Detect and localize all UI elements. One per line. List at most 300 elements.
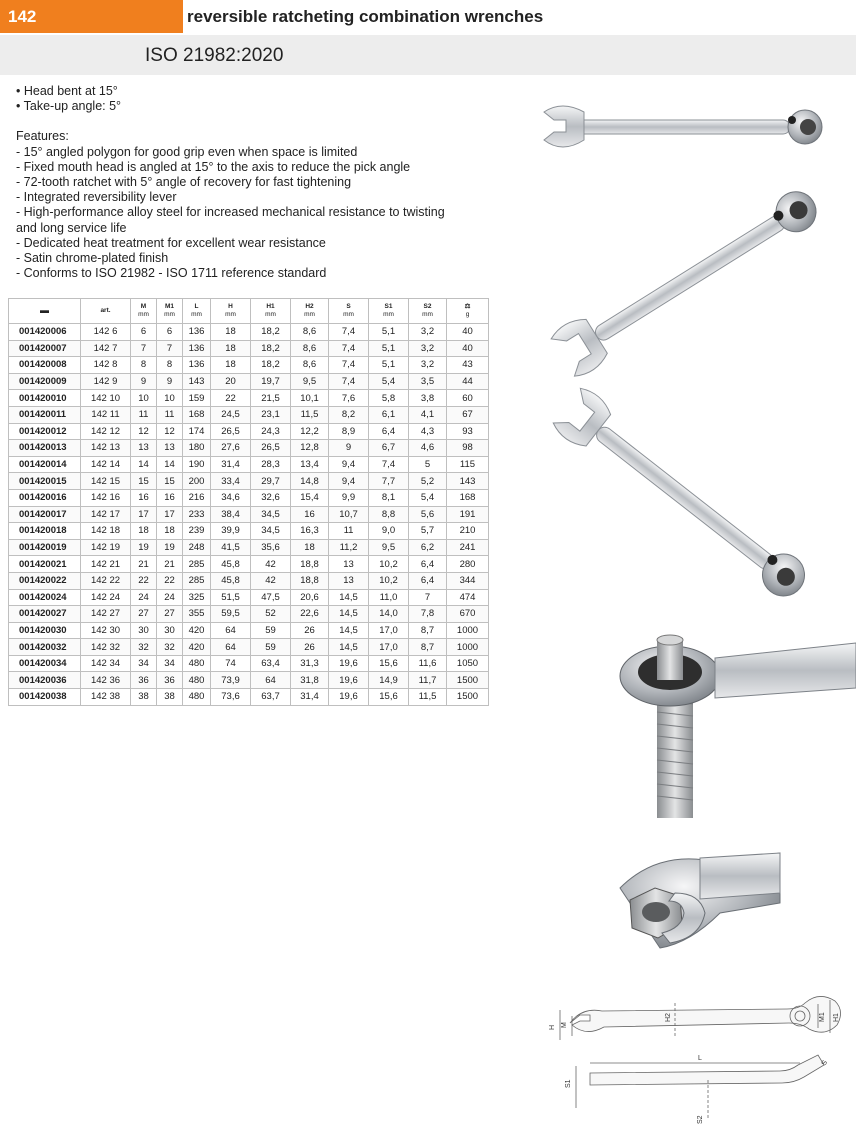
article-code: 001420016 [9, 489, 81, 506]
table-cell: 64 [251, 672, 291, 689]
table-cell: 5,4 [409, 489, 447, 506]
column-header [131, 299, 157, 324]
table-cell: 10,2 [369, 572, 409, 589]
table-cell: 17 [131, 506, 157, 523]
spec-table [8, 298, 489, 706]
table-cell: 52 [251, 606, 291, 623]
table-cell: 7,4 [329, 357, 369, 374]
table-cell: 34 [157, 655, 183, 672]
table-cell: 31,3 [291, 655, 329, 672]
column-header-name: ⚖ [464, 303, 471, 310]
table-cell: 13 [329, 572, 369, 589]
table-cell: 73,6 [211, 689, 251, 706]
table-cell: 12 [157, 423, 183, 440]
article-code: 001420034 [9, 655, 81, 672]
table-row [9, 655, 489, 672]
table-cell: 1000 [447, 622, 489, 639]
article-code: 001420015 [9, 473, 81, 490]
table-cell: 9,4 [329, 456, 369, 473]
table-row [9, 390, 489, 407]
table-cell: 480 [183, 689, 211, 706]
column-header-name: M [140, 303, 147, 310]
table-cell: 248 [183, 539, 211, 556]
table-cell: 14,8 [291, 473, 329, 490]
table-cell: 7,6 [329, 390, 369, 407]
column-header [329, 299, 369, 324]
table-cell: 8,8 [369, 506, 409, 523]
column-header-unit: mm [138, 311, 149, 318]
table-cell: 17,0 [369, 622, 409, 639]
column-header [409, 299, 447, 324]
column-header-name: H [228, 303, 233, 310]
table-cell: 27 [157, 606, 183, 623]
table-cell: 38 [157, 689, 183, 706]
feature-item: and long service life [16, 220, 127, 235]
table-cell: 3,5 [409, 373, 447, 390]
table-cell: 11 [131, 406, 157, 423]
table-cell: 18,2 [251, 340, 291, 357]
dim-label-h1: H1 [833, 1013, 840, 1022]
feature-item: - 15° angled polygon for good grip even when space is limited [16, 144, 358, 159]
table-cell: 6,4 [369, 423, 409, 440]
table-cell: 6 [157, 324, 183, 341]
table-cell: 142 13 [81, 440, 131, 457]
column-header [369, 299, 409, 324]
table-cell: 210 [447, 523, 489, 540]
table-cell: 285 [183, 572, 211, 589]
table-cell: 11,7 [409, 672, 447, 689]
table-cell: 190 [183, 456, 211, 473]
table-row [9, 639, 489, 656]
article-code: 001420024 [9, 589, 81, 606]
table-cell: 10,1 [291, 390, 329, 407]
column-header-name: art. [100, 307, 111, 314]
table-cell: 63,4 [251, 655, 291, 672]
table-cell: 142 15 [81, 473, 131, 490]
feature-item: - Satin chrome-plated finish [16, 251, 169, 266]
table-cell: 18 [211, 357, 251, 374]
article-code: 001420038 [9, 689, 81, 706]
table-cell: 142 10 [81, 390, 131, 407]
table-cell: 9,5 [291, 373, 329, 390]
table-cell: 64 [211, 622, 251, 639]
table-cell: 8 [157, 357, 183, 374]
table-row [9, 689, 489, 706]
table-cell: 142 12 [81, 423, 131, 440]
table-cell: 191 [447, 506, 489, 523]
table-cell: 355 [183, 606, 211, 623]
table-cell: 23,1 [251, 406, 291, 423]
column-header-name: S [346, 303, 351, 310]
article-code: 001420008 [9, 357, 81, 374]
table-cell: 474 [447, 589, 489, 606]
article-code: 001420013 [9, 440, 81, 457]
table-cell: 7,4 [329, 373, 369, 390]
column-header-name: H2 [305, 303, 314, 310]
table-cell: 4,6 [409, 440, 447, 457]
table-cell: 480 [183, 672, 211, 689]
article-code: 001420022 [9, 572, 81, 589]
table-cell: 142 36 [81, 672, 131, 689]
table-cell: 64 [211, 639, 251, 656]
table-cell: 20 [211, 373, 251, 390]
table-header-row [9, 299, 489, 324]
table-cell: 38 [131, 689, 157, 706]
table-cell: 29,7 [251, 473, 291, 490]
table-cell: 16 [157, 489, 183, 506]
table-cell: 40 [447, 324, 489, 341]
column-header-unit: mm [164, 311, 175, 318]
table-cell: 59 [251, 639, 291, 656]
table-cell: 15 [131, 473, 157, 490]
table-cell: 27 [131, 606, 157, 623]
table-cell: 7 [157, 340, 183, 357]
table-cell: 136 [183, 357, 211, 374]
table-cell: 142 19 [81, 539, 131, 556]
table-cell: 5,1 [369, 357, 409, 374]
table-cell: 11,5 [409, 689, 447, 706]
table-cell: 18,8 [291, 572, 329, 589]
table-cell: 7 [409, 589, 447, 606]
table-cell: 45,8 [211, 556, 251, 573]
table-cell: 6,4 [409, 556, 447, 573]
open-end-closeup-photo [620, 853, 780, 948]
table-cell: 31,4 [291, 689, 329, 706]
table-cell: 21 [157, 556, 183, 573]
table-cell: 93 [447, 423, 489, 440]
standard-label: ISO 21982:2020 [145, 45, 284, 66]
table-cell: 7,4 [369, 456, 409, 473]
article-code: 001420006 [9, 324, 81, 341]
article-code: 001420009 [9, 373, 81, 390]
table-row [9, 456, 489, 473]
table-cell: 27,6 [211, 440, 251, 457]
table-row [9, 357, 489, 374]
table-cell: 11,6 [409, 655, 447, 672]
table-cell: 142 6 [81, 324, 131, 341]
article-code: 001420019 [9, 539, 81, 556]
table-row [9, 324, 489, 341]
table-cell: 142 34 [81, 655, 131, 672]
table-cell: 38,4 [211, 506, 251, 523]
table-cell: 420 [183, 639, 211, 656]
table-cell: 18 [211, 340, 251, 357]
table-cell: 19 [131, 539, 157, 556]
table-cell: 45,8 [211, 572, 251, 589]
table-cell: 13 [131, 440, 157, 457]
table-cell: 4,1 [409, 406, 447, 423]
table-cell: 239 [183, 523, 211, 540]
table-cell: 10,2 [369, 556, 409, 573]
table-cell: 9 [157, 373, 183, 390]
table-cell: 18 [211, 324, 251, 341]
features-heading: Features: [16, 129, 69, 144]
dim-label-m1: M1 [819, 1012, 826, 1022]
table-cell: 41,5 [211, 539, 251, 556]
table-cell: 98 [447, 440, 489, 457]
table-cell: 14 [157, 456, 183, 473]
table-cell: 73,9 [211, 672, 251, 689]
table-cell: 11 [329, 523, 369, 540]
table-cell: 17 [157, 506, 183, 523]
table-cell: 142 14 [81, 456, 131, 473]
table-cell: 143 [447, 473, 489, 490]
feature-item: - Conforms to ISO 21982 - ISO 1711 reference standard [16, 266, 327, 281]
dim-label-s: S [820, 1059, 830, 1067]
table-cell: 34,5 [251, 523, 291, 540]
table-cell: 34,5 [251, 506, 291, 523]
table-cell: 1050 [447, 655, 489, 672]
table-cell: 15 [157, 473, 183, 490]
dim-label-h: H [549, 1024, 556, 1030]
table-cell: 43 [447, 357, 489, 374]
table-row [9, 539, 489, 556]
table-cell: 1500 [447, 689, 489, 706]
table-cell: 14,5 [329, 622, 369, 639]
page-number: 142 [0, 0, 183, 33]
table-cell: 9,9 [329, 489, 369, 506]
table-cell: 63,7 [251, 689, 291, 706]
table-cell: 5,7 [409, 523, 447, 540]
table-cell: 142 30 [81, 622, 131, 639]
table-cell: 32 [157, 639, 183, 656]
table-cell: 18,2 [251, 357, 291, 374]
table-cell: 19,6 [329, 655, 369, 672]
dim-label-s2: S2 [697, 1115, 704, 1124]
article-code: 001420007 [9, 340, 81, 357]
table-cell: 34,6 [211, 489, 251, 506]
table-cell: 142 16 [81, 489, 131, 506]
table-cell: 6,7 [369, 440, 409, 457]
table-cell: 16 [131, 489, 157, 506]
table-cell: 420 [183, 622, 211, 639]
article-code: 001420030 [9, 622, 81, 639]
table-cell: 47,5 [251, 589, 291, 606]
table-cell: 7,7 [369, 473, 409, 490]
column-header-unit: mm [225, 311, 236, 318]
table-cell: 142 22 [81, 572, 131, 589]
column-header [211, 299, 251, 324]
dim-label-m: M [561, 1022, 568, 1028]
table-cell: 285 [183, 556, 211, 573]
feature-item: - High-performance alloy steel for increased mechanical resistance to twisting [16, 205, 445, 220]
table-cell: 14 [131, 456, 157, 473]
table-cell: 36 [157, 672, 183, 689]
table-cell: 142 21 [81, 556, 131, 573]
table-cell: 9,4 [329, 473, 369, 490]
table-cell: 32,6 [251, 489, 291, 506]
table-cell: 7 [131, 340, 157, 357]
table-cell: 26 [291, 622, 329, 639]
table-cell: 7,8 [409, 606, 447, 623]
table-cell: 24,5 [211, 406, 251, 423]
table-cell: 8 [131, 357, 157, 374]
table-cell: 40 [447, 340, 489, 357]
table-cell: 3,2 [409, 357, 447, 374]
article-code: 001420014 [9, 456, 81, 473]
dim-label-h2: H2 [665, 1013, 672, 1022]
table-cell: 11 [157, 406, 183, 423]
table-cell: 136 [183, 340, 211, 357]
table-row [9, 406, 489, 423]
table-cell: 24 [131, 589, 157, 606]
table-cell: 19,6 [329, 689, 369, 706]
table-cell: 15,6 [369, 689, 409, 706]
table-cell: 180 [183, 440, 211, 457]
table-row [9, 672, 489, 689]
table-cell: 480 [183, 655, 211, 672]
dim-label-s1: S1 [565, 1079, 572, 1088]
table-cell: 13 [329, 556, 369, 573]
table-row [9, 572, 489, 589]
column-header-unit: mm [383, 311, 394, 318]
table-row [9, 523, 489, 540]
table-cell: 60 [447, 390, 489, 407]
table-cell: 24 [157, 589, 183, 606]
table-cell: 1000 [447, 639, 489, 656]
table-cell: 9,5 [369, 539, 409, 556]
article-code: 001420010 [9, 390, 81, 407]
dim-label-l: L [698, 1055, 702, 1062]
wrench-icon: ▬ [40, 305, 49, 315]
table-cell: 6,4 [409, 572, 447, 589]
article-code: 001420017 [9, 506, 81, 523]
table-cell: 5,1 [369, 340, 409, 357]
table-cell: 8,2 [329, 406, 369, 423]
table-cell: 233 [183, 506, 211, 523]
article-code: 001420011 [9, 406, 81, 423]
table-cell: 8,6 [291, 324, 329, 341]
table-cell: 8,6 [291, 340, 329, 357]
code-header-icon [9, 299, 81, 324]
table-cell: 31,8 [291, 672, 329, 689]
table-cell: 22,6 [291, 606, 329, 623]
table-cell: 18 [291, 539, 329, 556]
table-cell: 22 [157, 572, 183, 589]
table-cell: 19 [157, 539, 183, 556]
table-cell: 3,8 [409, 390, 447, 407]
table-cell: 13 [157, 440, 183, 457]
table-cell: 5 [409, 456, 447, 473]
table-cell: 200 [183, 473, 211, 490]
table-cell: 216 [183, 489, 211, 506]
table-cell: 11,5 [291, 406, 329, 423]
table-cell: 7,4 [329, 340, 369, 357]
table-cell: 4,3 [409, 423, 447, 440]
feature-item: - Integrated reversibility lever [16, 190, 177, 205]
table-cell: 280 [447, 556, 489, 573]
table-cell: 6,1 [369, 406, 409, 423]
feature-item: - Fixed mouth head is angled at 15° to the axis to reduce the pick angle [16, 159, 411, 174]
table-cell: 142 38 [81, 689, 131, 706]
bullet-head-bent: • Head bent at 15° [16, 84, 118, 98]
ratchet-closeup-photo [620, 635, 856, 818]
table-cell: 26,5 [211, 423, 251, 440]
table-cell: 5,1 [369, 324, 409, 341]
table-cell: 115 [447, 456, 489, 473]
article-code: 001420012 [9, 423, 81, 440]
table-cell: 42 [251, 572, 291, 589]
table-cell: 28,3 [251, 456, 291, 473]
table-cell: 8,9 [329, 423, 369, 440]
table-cell: 10 [131, 390, 157, 407]
column-header-unit: g [465, 311, 470, 318]
table-cell: 18 [157, 523, 183, 540]
wrench-photo-2 [549, 179, 827, 380]
table-cell: 20,6 [291, 589, 329, 606]
article-code: 001420021 [9, 556, 81, 573]
table-cell: 18,2 [251, 324, 291, 341]
column-header-unit: mm [422, 311, 433, 318]
table-cell: 7,4 [329, 324, 369, 341]
table-row [9, 589, 489, 606]
table-cell: 142 8 [81, 357, 131, 374]
table-cell: 142 32 [81, 639, 131, 656]
table-cell: 142 24 [81, 589, 131, 606]
standard-band [0, 35, 856, 75]
table-cell: 142 18 [81, 523, 131, 540]
column-header-name: H1 [266, 303, 275, 310]
table-row [9, 556, 489, 573]
table-cell: 168 [183, 406, 211, 423]
bullet-take-up: • Take-up angle: 5° [16, 99, 122, 114]
table-cell: 30 [131, 622, 157, 639]
table-cell: 14,0 [369, 606, 409, 623]
table-cell: 36 [131, 672, 157, 689]
column-header-name: S2 [423, 303, 432, 310]
column-header-name: L [194, 303, 199, 310]
table-cell: 142 9 [81, 373, 131, 390]
table-cell: 31,4 [211, 456, 251, 473]
column-header [447, 299, 489, 324]
table-cell: 12,8 [291, 440, 329, 457]
table-cell: 21,5 [251, 390, 291, 407]
table-cell: 6,2 [409, 539, 447, 556]
page-title: reversible ratcheting combination wrenches [187, 7, 544, 26]
table-cell: 17,0 [369, 639, 409, 656]
table-cell: 14,9 [369, 672, 409, 689]
table-cell: 15,4 [291, 489, 329, 506]
table-cell: 26 [291, 639, 329, 656]
table-row [9, 506, 489, 523]
table-cell: 18 [131, 523, 157, 540]
product-images [530, 88, 856, 1129]
table-cell: 51,5 [211, 589, 251, 606]
table-cell: 1500 [447, 672, 489, 689]
table-row [9, 622, 489, 639]
table-cell: 142 7 [81, 340, 131, 357]
table-cell: 22 [131, 572, 157, 589]
table-cell: 19,6 [329, 672, 369, 689]
column-header [291, 299, 329, 324]
table-cell: 19,7 [251, 373, 291, 390]
table-cell: 5,4 [369, 373, 409, 390]
feature-item: - Dedicated heat treatment for excellent wear resistance [16, 235, 326, 250]
table-cell: 142 27 [81, 606, 131, 623]
article-code: 001420032 [9, 639, 81, 656]
table-cell: 32 [131, 639, 157, 656]
table-cell: 174 [183, 423, 211, 440]
article-code: 001420018 [9, 523, 81, 540]
table-cell: 168 [447, 489, 489, 506]
table-cell: 8,1 [369, 489, 409, 506]
wrench-photo-3 [550, 385, 816, 609]
table-body [9, 324, 489, 706]
table-cell: 59 [251, 622, 291, 639]
table-cell: 14,5 [329, 639, 369, 656]
table-cell: 5,6 [409, 506, 447, 523]
article-code: 001420027 [9, 606, 81, 623]
